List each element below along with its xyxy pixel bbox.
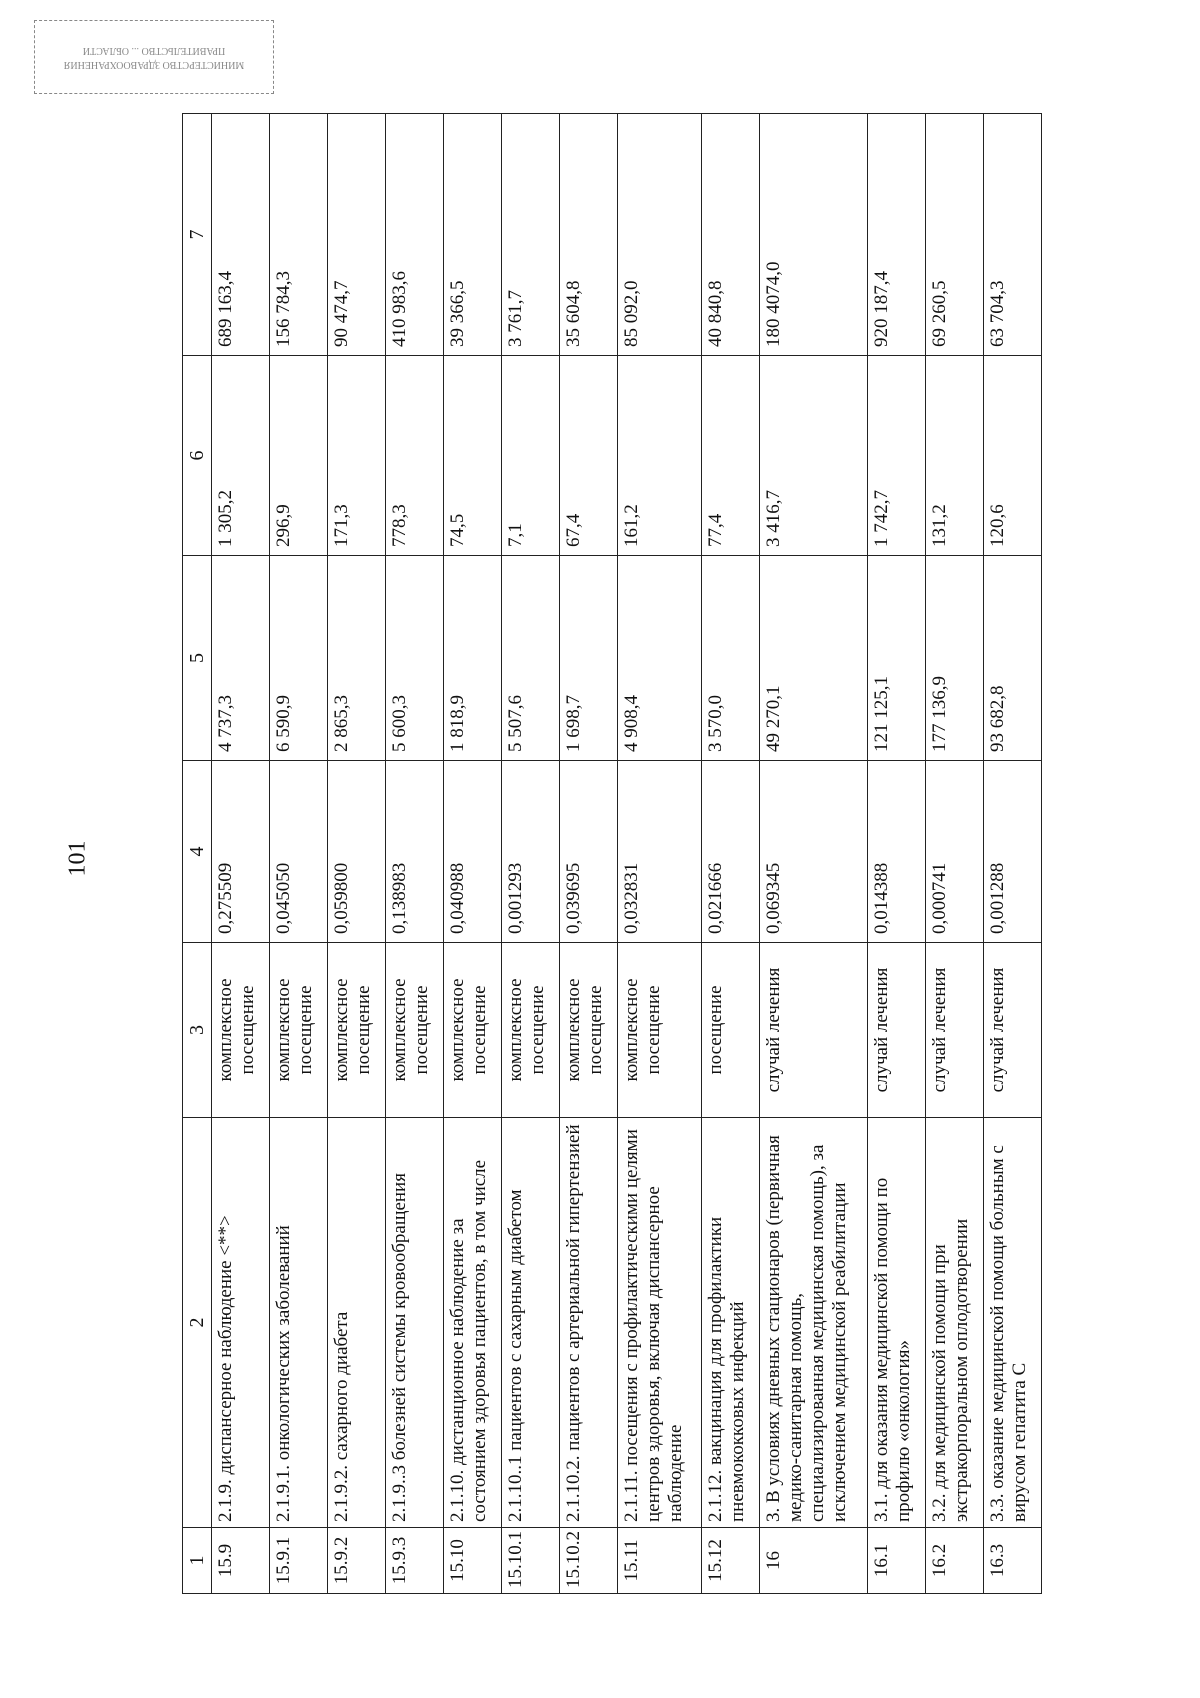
total-cost-cell: 69 260,5: [925, 114, 983, 356]
header-cell: 5: [183, 556, 212, 761]
indicator-cell: 2.1.10. дистанционное наблюдение за состоянием здоровья пациентов, в том числе: [444, 1118, 502, 1528]
per-capita-cell: 74,5: [444, 356, 502, 556]
indicator-cell: 2.1.11. посещения с профилактическими целями центров здоровья, включая диспансерное наблюдение: [618, 1118, 701, 1528]
total-cost-cell: 180 4074,0: [759, 114, 867, 356]
norm-cost-cell: 177 136,9: [925, 556, 983, 761]
table-row: [212, 114, 270, 1594]
norm-volume-cell: 0,001293: [502, 761, 560, 943]
row-number-cell: 16.3: [983, 1528, 1041, 1594]
indicator-cell: 2.1.9..3 болезней системы кровообращения: [386, 1118, 444, 1528]
table-row: [560, 114, 618, 1594]
indicator-cell: 2.1.9. диспансерное наблюдение <**>: [212, 1118, 270, 1528]
indicator-cell: 2.1.9.1. онкологических заболеваний: [270, 1118, 328, 1528]
total-cost-cell: 63 704,3: [983, 114, 1041, 356]
indicator-cell: 3.3. оказание медицинской помощи больным с вирусом гепатита С: [983, 1118, 1041, 1528]
norm-cost-cell: 5 600,3: [386, 556, 444, 761]
table-row: [925, 114, 983, 1594]
norm-cost-cell: 4 737,3: [212, 556, 270, 761]
norm-cost-cell: 1 698,7: [560, 556, 618, 761]
indicator-cell: 2.1.10..1 пациентов с сахарным диабетом: [502, 1118, 560, 1528]
norm-volume-cell: 0,045050: [270, 761, 328, 943]
norm-volume-cell: 0,040988: [444, 761, 502, 943]
total-cost-cell: 39 366,5: [444, 114, 502, 356]
total-cost-cell: 156 784,3: [270, 114, 328, 356]
row-number-cell: 15.9.1: [270, 1528, 328, 1594]
data-table: [182, 113, 1042, 1594]
unit-cell: посещение: [701, 943, 759, 1118]
row-number-cell: 16.1: [867, 1528, 925, 1594]
norm-volume-cell: 0,059800: [328, 761, 386, 943]
table-row: [444, 114, 502, 1594]
norm-cost-cell: 93 682,8: [983, 556, 1041, 761]
norm-cost-cell: 4 908,4: [618, 556, 701, 761]
indicator-cell: 3.1. для оказания медицинской помощи по профилю «онкология»: [867, 1118, 925, 1528]
table-row: [759, 114, 867, 1594]
per-capita-cell: 7,1: [502, 356, 560, 556]
indicator-cell: 3.2. для медицинской помощи при экстракорпоральном оплодотворении: [925, 1118, 983, 1528]
unit-cell: комплексное посещение: [270, 943, 328, 1118]
table-row: [618, 114, 701, 1594]
unit-cell: случай лечения: [983, 943, 1041, 1118]
row-number-cell: 15.10.1: [502, 1528, 560, 1594]
total-cost-cell: 3 761,7: [502, 114, 560, 356]
norm-volume-cell: 0,138983: [386, 761, 444, 943]
per-capita-cell: 778,3: [386, 356, 444, 556]
header-cell: 2: [183, 1118, 212, 1528]
per-capita-cell: 67,4: [560, 356, 618, 556]
norm-cost-cell: 5 507,6: [502, 556, 560, 761]
table-header-row: [183, 114, 212, 1594]
per-capita-cell: 296,9: [270, 356, 328, 556]
table-row: [867, 114, 925, 1594]
unit-cell: случай лечения: [925, 943, 983, 1118]
per-capita-cell: 131,2: [925, 356, 983, 556]
norm-volume-cell: 0,000741: [925, 761, 983, 943]
per-capita-cell: 120,6: [983, 356, 1041, 556]
norm-volume-cell: 0,021666: [701, 761, 759, 943]
table-row: [502, 114, 560, 1594]
row-number-cell: 16.2: [925, 1528, 983, 1594]
per-capita-cell: 1 742,7: [867, 356, 925, 556]
total-cost-cell: 85 092,0: [618, 114, 701, 356]
row-number-cell: 15.11: [618, 1528, 701, 1594]
norm-cost-cell: 121 125,1: [867, 556, 925, 761]
table-row: [983, 114, 1041, 1594]
norm-cost-cell: 2 865,3: [328, 556, 386, 761]
unit-cell: случай лечения: [867, 943, 925, 1118]
row-number-cell: 16: [759, 1528, 867, 1594]
norm-volume-cell: 0,014388: [867, 761, 925, 943]
header-cell: 6: [183, 356, 212, 556]
table-row: [328, 114, 386, 1594]
indicator-cell: 2.1.12. вакцинация для профилактики пневмококковых инфекций: [701, 1118, 759, 1528]
stamp-line-1: МИНИСТЕРСТВО ЗДРАВООХРАНЕНИЯ: [63, 59, 245, 70]
norm-cost-cell: 1 818,9: [444, 556, 502, 761]
norm-volume-cell: 0,001288: [983, 761, 1041, 943]
table-row: [270, 114, 328, 1594]
norm-volume-cell: 0,069345: [759, 761, 867, 943]
page-number: 101: [64, 840, 91, 877]
per-capita-cell: 171,3: [328, 356, 386, 556]
norm-volume-cell: 0,039695: [560, 761, 618, 943]
row-number-cell: 15.9.3: [386, 1528, 444, 1594]
per-capita-cell: 77,4: [701, 356, 759, 556]
total-cost-cell: 35 604,8: [560, 114, 618, 356]
row-number-cell: 15.12: [701, 1528, 759, 1594]
total-cost-cell: 40 840,8: [701, 114, 759, 356]
row-number-cell: 15.9.2: [328, 1528, 386, 1594]
stamp: [34, 20, 274, 94]
norm-cost-cell: 3 570,0: [701, 556, 759, 761]
per-capita-cell: 1 305,2: [212, 356, 270, 556]
unit-cell: комплексное посещение: [386, 943, 444, 1118]
header-cell: 1: [183, 1528, 212, 1594]
per-capita-cell: 3 416,7: [759, 356, 867, 556]
header-cell: 7: [183, 114, 212, 356]
unit-cell: комплексное посещение: [618, 943, 701, 1118]
total-cost-cell: 920 187,4: [867, 114, 925, 356]
total-cost-cell: 90 474,7: [328, 114, 386, 356]
total-cost-cell: 410 983,6: [386, 114, 444, 356]
unit-cell: комплексное посещение: [212, 943, 270, 1118]
per-capita-cell: 161,2: [618, 356, 701, 556]
row-number-cell: 15.10.2: [560, 1528, 618, 1594]
table-row: [386, 114, 444, 1594]
unit-cell: комплексное посещение: [560, 943, 618, 1118]
row-number-cell: 15.10: [444, 1528, 502, 1594]
unit-cell: комплексное посещение: [328, 943, 386, 1118]
indicator-cell: 2.1.10.2. пациентов с артериальной гипертензией: [560, 1118, 618, 1528]
norm-volume-cell: 0,275509: [212, 761, 270, 943]
unit-cell: случай лечения: [759, 943, 867, 1118]
norm-volume-cell: 0,032831: [618, 761, 701, 943]
stamp-line-2: ПРАВИТЕЛЬСТВО ... ОБЛАСТИ: [82, 45, 226, 56]
indicator-cell: 3. В условиях дневных стационаров (первичная медико-санитарная помощь, специализированная медицинская помощь), за исключением медицинской реабилитации: [759, 1118, 867, 1528]
header-cell: 4: [183, 761, 212, 943]
table-row: [701, 114, 759, 1594]
indicator-cell: 2.1.9.2. сахарного диабета: [328, 1118, 386, 1528]
rotated-table-container: [182, 114, 1042, 1594]
unit-cell: комплексное посещение: [444, 943, 502, 1118]
total-cost-cell: 689 163,4: [212, 114, 270, 356]
norm-cost-cell: 6 590,9: [270, 556, 328, 761]
norm-cost-cell: 49 270,1: [759, 556, 867, 761]
header-cell: 3: [183, 943, 212, 1118]
row-number-cell: 15.9: [212, 1528, 270, 1594]
unit-cell: комплексное посещение: [502, 943, 560, 1118]
